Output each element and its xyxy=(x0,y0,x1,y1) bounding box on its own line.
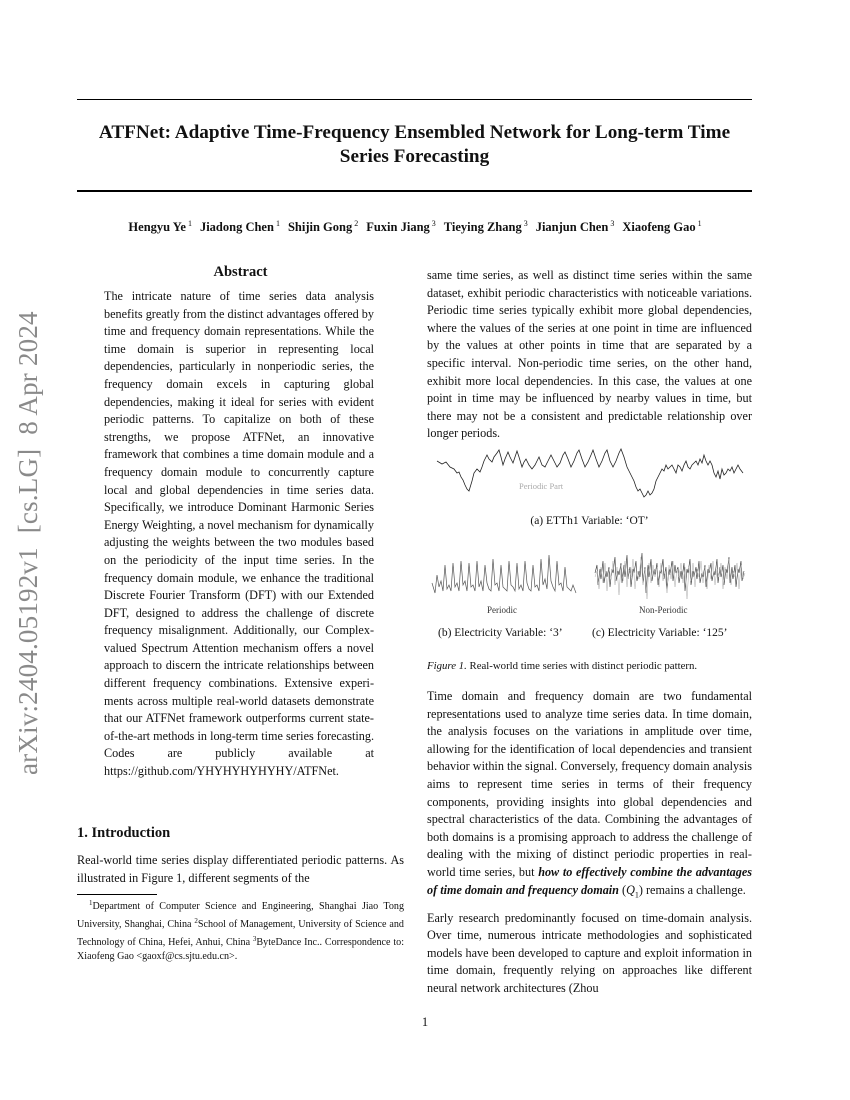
affiliation-3: ByteDance Inc.. Correspondence to: Xiaofeng Gao <gaoxf@cs.sjtu.edu.cn>. xyxy=(77,937,404,962)
figure-1b-caption: (b) Electricity Variable: ‘3’ xyxy=(438,627,563,639)
periodic-part-annotation: Periodic Part xyxy=(519,481,564,491)
affiliations-footnote xyxy=(77,896,404,964)
title-top-rule xyxy=(77,99,752,100)
figure-1-container xyxy=(427,267,752,687)
paper-title: ATFNet: Adaptive Time-Frequency Ensembled Network for Long-term Time Series Forecasting xyxy=(98,122,731,167)
author-name xyxy=(288,220,358,234)
figure-caption-text: Real-world time series with distinct periodic pattern. xyxy=(466,660,698,672)
affiliation-marker: 1 xyxy=(275,219,280,228)
affiliation-2: School of Management, University of Science and Technology of China, Hefei, Anhui, China xyxy=(77,919,404,948)
affiliation-marker: 3 xyxy=(610,219,615,228)
abstract-heading: Abstract xyxy=(213,264,268,280)
author-name xyxy=(128,220,192,234)
q-subscript: 1 xyxy=(634,889,639,899)
introduction-heading: 1. Introduction xyxy=(77,825,171,841)
title-bottom-rule xyxy=(77,190,752,192)
affiliation-marker: 1 xyxy=(187,219,192,228)
author-name-text: Shijin Gong xyxy=(287,220,353,234)
para2-tail: remains a challenge. xyxy=(642,882,746,897)
author-name-text: Jiadong Chen xyxy=(199,220,274,234)
q-symbol: Q xyxy=(626,882,635,897)
para2-text: Time domain and frequency domain are two fundamental representations used to analyze time series data. In time domain, the analysis focuses on the variations in amplitude over time, allowing for the identification of local dependencies and transient behavior within the signal. Conversely, frequency domain analysis aims to represent time series in terms of their frequency components, providing insights into global dependencies and spectral characteristics of the data. Combining the advantages of both domains is a promising approach to address the challenge of dealing with the mixing of distinct periodic properties in real-world time series, but xyxy=(427,689,752,879)
intro-paragraph-2: Time domain and frequency domain are two fundamental representations used to analyze time series data. In time domain, the analysis focuses on the variations in amplitude over time, allowing for the identification of local dependencies and transient behavior within the signal. Conversely, frequency domain analysis aims to represent time series in terms of their frequency components, providing insights into global dependencies and spectral characteristics of the data. Combining the advantages of both domains is a promising approach to address the challenge of dealing with the mixing of distinct periodic properties in real-world time series, but how to effectively combine the advantages of time domain and frequency domain $(Q_1)$ remains a challenge. xyxy=(427,689,752,899)
author-name-text: Hengyu Ye xyxy=(128,220,186,234)
left-column xyxy=(77,264,404,781)
figure-1a-caption: (a) ETTh1 Variable: ‘OT’ xyxy=(530,515,649,527)
author-name-text: Tieying Zhang xyxy=(443,220,522,234)
arxiv-stamp[interactable]: arXiv:2404.05192v1 [cs.LG] 8 Apr 2024 xyxy=(13,311,43,775)
footnote-sup: 3 xyxy=(252,935,257,943)
author-name-text: Xiaofeng Gao xyxy=(622,220,696,234)
author-name xyxy=(366,220,436,234)
introduction-text: Real-world time series display differentiated periodic patterns. As illustrated in Figure 1, different segments of the xyxy=(77,853,404,885)
footnote-sup: 2 xyxy=(194,917,198,925)
author-name xyxy=(536,220,615,234)
author-name-text: Jianjun Chen xyxy=(535,220,609,234)
electricity-3-plot xyxy=(432,545,582,605)
non-periodic-label: Non-Periodic xyxy=(639,605,688,615)
affiliation-1: Department of Computer Science and Engineering, Shanghai Jiao Tong University, Shanghai, China xyxy=(77,901,404,930)
affiliation-marker: 1 xyxy=(697,219,702,228)
footnote-rule xyxy=(77,894,157,895)
abstract-text: The intricate nature of time series data analysis benefits greatly from the distinct advantages offered by time and frequency domain representations. While the time domain is superior in representing local dependencies, particularly in nonperiodic series, the frequency domain excels in capturing global dependencies, making it ideal for series with evident periodic patterns. To capitalize on both of these strengths, we propose ATFNet, an innovative framework that combines a time domain module and a frequency domain module to concurrently capture local and global dependencies in time series data. Specifically, we introduce Dominant Harmonic Series Energy Weighting, a novel mechanism for dynamically adjusting the weights between the two modules based on the periodicity of the input time series. In the frequency domain module, we enhance the traditional Discrete Fourier Transform (DFT) with our Extended DFT, designed to address the challenge of discrete frequency misalignment. Additionally, our Complex-valued Spectrum Attention mechanism offers a novel approach to discern the intricate relationships between different frequency combinations. Extensive experiments across multiple real-world datasets demonstrate that our ATFNet framework outperforms current state-of-the-art methods in long-term time series forecasting. Codes are publicly available at https://github.com/YHYHYHYHYHY/ATFNet. xyxy=(104,289,374,779)
author-list xyxy=(60,219,770,235)
intro-paragraph-1: same time series, as well as distinct time series within the same dataset, exhibit periodic characteristics with noticeable variations. Periodic time series typically exhibit more global dependencies, where the values of the series at one point in time are influenced by the values at other points in time that are separated by a specific interval. Non-periodic time series, on the other hand, exhibit more local dependencies. In this case, the values at one point in time may be influenced by nearby values in time, but there may not be a consistent and predictable relationship over longer periods. xyxy=(427,268,752,441)
electricity-125-plot xyxy=(595,543,745,607)
page-number: 1 xyxy=(421,1015,429,1029)
intro-paragraph-3: Early research predominantly focused on time-domain analysis. Over time, numerous intricate methodologies and sophisticated models have been developed to capture and exploit information in time domain, frequently relying on approaches like different neural network architectures (Zhou xyxy=(427,910,752,995)
right-column-lower xyxy=(427,688,752,998)
etth1-ot-plot xyxy=(437,447,752,512)
figure-1c-caption: (c) Electricity Variable: ‘125’ xyxy=(592,627,728,639)
research-question-emphasis: how to effectively combine the advantages of time domain and frequency domain xyxy=(427,864,752,897)
affiliation-marker: 3 xyxy=(523,219,528,228)
figure-label: Figure 1. xyxy=(427,660,467,672)
author-name xyxy=(444,220,528,234)
footnote-sup: 1 xyxy=(89,899,93,907)
author-name xyxy=(622,220,701,234)
affiliation-marker: 2 xyxy=(354,219,359,228)
author-name-text: Fuxin Jiang xyxy=(366,220,430,234)
figure-1-caption xyxy=(427,660,752,672)
affiliation-marker: 3 xyxy=(431,219,436,228)
author-name xyxy=(200,220,280,234)
periodic-label: Periodic xyxy=(487,605,517,615)
